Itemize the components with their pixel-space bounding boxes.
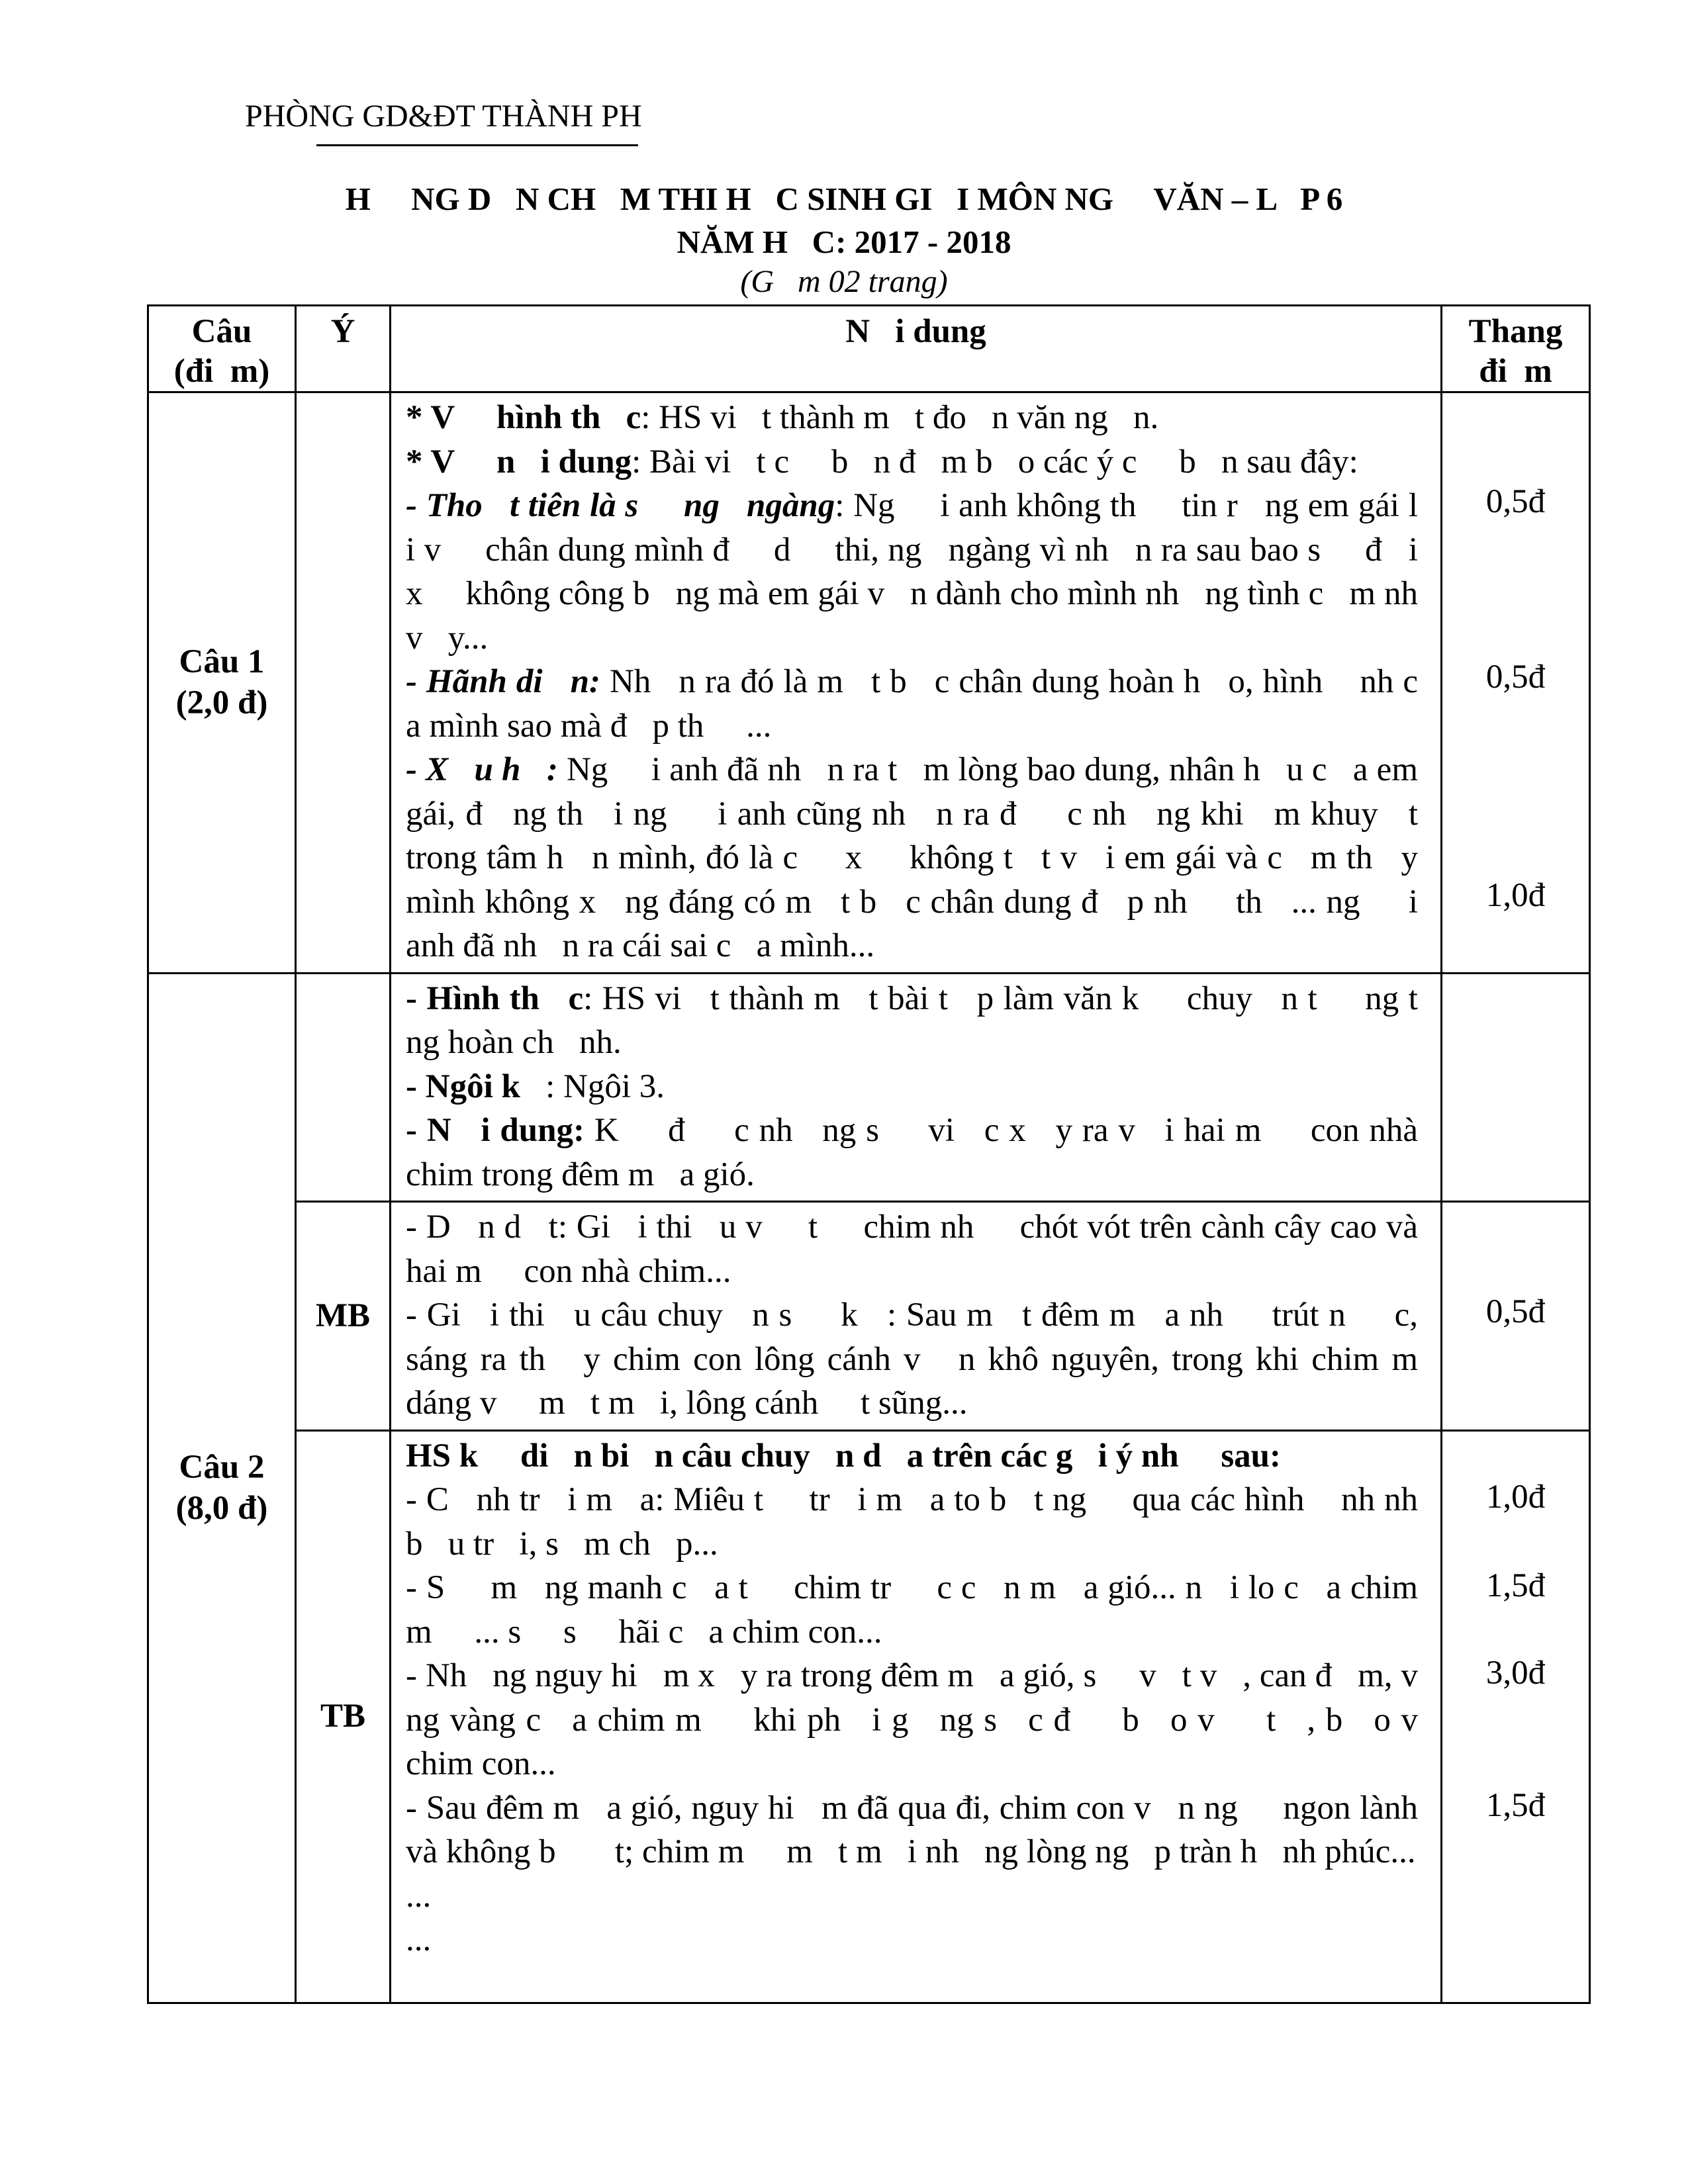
q2-tb-content	[391, 1430, 1460, 2003]
q1-y-cell	[296, 392, 391, 974]
q2-tb-point-4: - Sau đêm m a gió, nguy hi m đã qua đi, chim con v n ng ngon lành và không b t; chim m m t m i nh ng lòng ng p tràn h nh phúc...	[406, 1789, 1427, 1870]
q1-score-3: 1,0đ	[1485, 877, 1546, 914]
q2-mb-row	[148, 1202, 1590, 1431]
header-noi-dung: N i dung	[391, 306, 1442, 392]
q2-tb-label: TB	[296, 1430, 391, 2003]
q1-row	[148, 392, 1590, 974]
q2-general-row	[148, 973, 1590, 1202]
q2-mb-score: 0,5đ	[1485, 1293, 1546, 1330]
q2-content-text: K đ c nh ng s vi c x y ra v i hai m con nhà chim trong đêm m a gió.	[406, 1112, 1427, 1193]
school-year: NĂM H C: 2017 - 2018	[677, 224, 1011, 260]
document-title: H NG D N CH M THI H C SINH GI I MÔN NG VĂN – L P 6	[345, 181, 1343, 217]
q2-mb-point-1: - D n d t: Gi i thi u v t chim nh chót vót trên cành cây cao và hai m con nhà chim...	[406, 1208, 1427, 1290]
q2-general-y-cell	[296, 973, 391, 1202]
q1-label: Câu 1 (2,0 đ)	[148, 392, 296, 974]
q2-tb-score-3: 3,0đ	[1485, 1654, 1546, 1692]
header-thang-diem: Thang đi m	[1442, 306, 1590, 392]
q2-tb-point-2: - S m ng manh c a t chim tr c c n m a gió... n i lo c a chim m ... s s hãi c a chim con...	[406, 1569, 1427, 1651]
q2-tb-score-1: 1,0đ	[1485, 1478, 1546, 1516]
q2-tb-score-2: 1,5đ	[1485, 1567, 1546, 1604]
q2-narrator-line	[406, 1065, 1418, 1109]
q2-narrator-label: - Ngôi k	[406, 1068, 546, 1105]
q2-tb-scores	[1442, 1430, 1590, 2003]
q1-point-1	[406, 484, 1460, 660]
q2-tb-ellipsis-1: ...	[406, 1877, 432, 1915]
q1-point-2	[406, 660, 1444, 748]
q1-point-1-label: - Tho t tiên là s ng ngàng	[406, 487, 835, 524]
q2-form-text: : HS vi t thành m t bài t p làm văn k chuy n t ng t ng hoàn ch nh.	[406, 979, 1460, 1061]
q1-score-2: 0,5đ	[1485, 659, 1546, 696]
q1-point-3-label: - X u h :	[406, 751, 558, 788]
q1-content-line	[406, 440, 1418, 484]
q2-narrator-text: : Ngôi 3.	[545, 1068, 665, 1105]
q2-tb-point-3: - Nh ng nguy hi m x y ra trong đêm m a gió, s v t v , can đ m, v ng vàng c a chim m khi ph i g ng s c đ b o v t , b o v chim con...	[406, 1657, 1460, 1782]
department-underline	[316, 144, 638, 146]
q1-form-line	[406, 396, 1418, 440]
q2-general-score-cell	[1442, 973, 1590, 1202]
header-row	[148, 306, 1590, 392]
q2-tb-ellipsis-2: ...	[406, 1921, 432, 1958]
q2-content-label: - N i dung:	[406, 1112, 585, 1149]
q2-mb-scores	[1442, 1202, 1590, 1431]
q2-tb-point-1: - C nh tr i m a: Miêu t tr i m a to b t ng qua các hình nh nh b u tr i, s m ch p...	[406, 1481, 1460, 1563]
q1-point-3	[406, 748, 1427, 968]
q2-tb-heading: HS k di n bi n câu chuy n d a trên các g i ý nh sau:	[406, 1437, 1282, 1475]
q1-point-1-text: : Ng i anh không th tin r ng em gái l i v chân dung mình đ d thi, ng ngàng vì nh n ra sau bao s đ i x không công b ng mà em gái v n dành cho mình nh ng tình c m nh v y...	[406, 487, 1460, 657]
grading-table	[147, 304, 1591, 2004]
q2-general-content	[391, 973, 1460, 1202]
q2-form-label: - Hình th c	[406, 979, 584, 1017]
q2-mb-content	[391, 1202, 1460, 1431]
q1-content-text: : Bài vi t c b n đ m b o các ý c b n sau đây:	[632, 443, 1358, 480]
q2-tb-row	[148, 1430, 1590, 2003]
header-y: Ý	[296, 306, 391, 392]
q1-content	[391, 392, 1460, 974]
q2-tb-score-4: 1,5đ	[1485, 1786, 1546, 1824]
q1-point-2-label: - Hãnh di n:	[406, 663, 600, 700]
q2-label: Câu 2 (8,0 đ)	[148, 973, 296, 2003]
page-count-note: (G m 02 trang)	[740, 264, 948, 299]
q1-content-label: * V n i dung	[406, 443, 632, 480]
q1-form-text: : HS vi t thành m t đo n văn ng n.	[641, 399, 1159, 436]
q1-scores	[1442, 392, 1590, 974]
q2-form-line	[406, 977, 1460, 1065]
q1-form-label: * V hình th c	[406, 399, 641, 436]
header-cau: Câu (đi m)	[148, 306, 296, 392]
q2-mb-point-2: - Gi i thi u câu chuy n s k : Sau m t đêm m a nh trút n c, sáng ra th y chim con lông cánh v n khô nguyên, trong khi chim m dáng v m t m i, lông cánh t sũng...	[406, 1297, 1460, 1422]
q2-mb-label: MB	[296, 1202, 391, 1431]
q1-point-3-text: Ng i anh đã nh n ra t m lòng bao dung, nhân h u c a em gái, đ ng th i ng i anh cũng nh n ra đ c nh ng khi m khuy t trong tâm h n mình, đó là c x không t t v i em gái và c m th y mình không x ng đáng có m t b c chân dung đ p nh th ... ng i anh đã nh n ra cái sai c a mình...	[406, 751, 1427, 964]
q1-point-2-text: Nh n ra đó là m t b c chân dung hoàn h o, hình nh c a mình sao mà đ p th ...	[406, 663, 1444, 745]
q2-content-line	[406, 1109, 1427, 1197]
q1-score-1: 0,5đ	[1485, 483, 1546, 520]
department-name: PHÒNG GD&ĐT THÀNH PH	[245, 99, 642, 134]
